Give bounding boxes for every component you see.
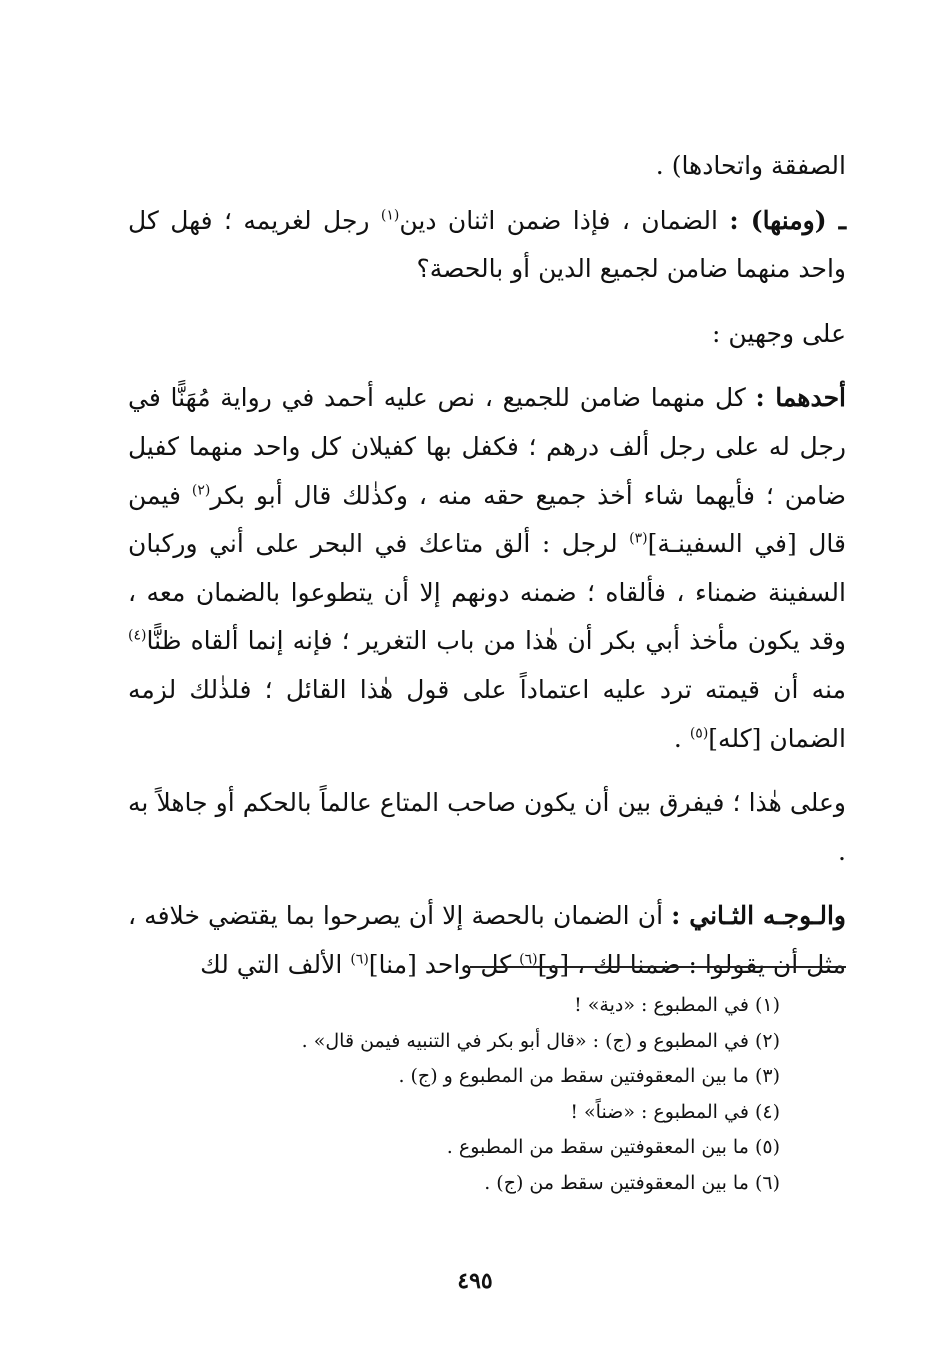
paragraph-4-text-c: لرجل : ألق متاعك في البحر على أني وركبان السفينة ضمناء ، فألقاه ؛ ضمنه دونهم إلا أن يتطوعوا بالضمان معه ، وقد يكون مأخذ أبي بكر أن هٰذا من باب التغرير ؛ فإنه إنما ألقاه ظنًّا (128, 529, 846, 656)
paragraph-3-text: على وجهين : (712, 318, 846, 348)
paragraph-2-text-b: رجل لغريمه ؛ فهل كل واحد منهما ضامن لجميع الدين أو بالحصة؟ (128, 205, 846, 284)
paragraph-6-text-a: أن الضمان بالحصة إلا أن يصرحوا بما يقتضي خلافه ، مثل أن يقولوا : ضمنا لك ، [و] (128, 901, 846, 979)
footnote-5: (٥) ما بين المعقوفتين سقط من المطبوع . (446, 1136, 780, 1158)
footnote-ref-5: (٥) (689, 725, 709, 742)
footnote-3: (٣) ما بين المعقوفتين سقط من المطبوع و (ج) . (398, 1065, 780, 1087)
footnote-divider (470, 966, 846, 968)
paragraph-1-text: الصفقة واتحادها) . (655, 151, 846, 180)
paragraph-4-text-a: كل منهما ضامن للجميع ، نص عليه أحمد في رواية مُهَنًّا في رجل له على رجل ألف درهم ؛ فكفل بها كفيلان كل واحد منهما كفيل ضامن ؛ فأيهما شاء أخذ جميع حقه منه ، وكذٰلك قال أبو بكر (128, 383, 846, 510)
footnote-ref-1: (١) (380, 207, 400, 224)
page-number: ٤٩٥ (457, 1268, 493, 1294)
footnote-4: (٤) في المطبوع : «ضناً» ! (570, 1100, 780, 1123)
footnote-1: (١) في المطبوع : «دية» ! (574, 994, 780, 1016)
paragraph-6 (128, 892, 846, 989)
footnote-ref-6a: (٦) (519, 951, 538, 968)
paragraph-4-text-e: . (673, 723, 690, 753)
footnote-ref-2: (٢) (191, 482, 211, 499)
paragraph-3 (128, 310, 846, 359)
paragraph-4 (128, 374, 846, 763)
paragraph-1 (128, 142, 846, 191)
paragraph-6-text-c: الألف التي لك (200, 949, 351, 979)
paragraph-6-lead: والـوجـه الثـاني : (671, 901, 846, 931)
paragraph-5 (128, 779, 846, 876)
paragraph-2 (128, 197, 846, 294)
main-text (128, 142, 846, 1006)
footnote-ref-3: (٣) (629, 530, 648, 547)
paragraph-2-lead: ـ (ومنها) : (729, 205, 847, 235)
footnote-ref-6b: (٦) (350, 951, 369, 968)
paragraph-4-lead: أحدهما : (755, 383, 846, 413)
paragraph-4-text-d: منه أن قيمته ترد عليه اعتماداً على قول هٰذا القائل ؛ فلذٰلك لزمه الضمان [كله] (128, 674, 846, 753)
paragraph-5-text: وعلى هٰذا ؛ فيفرق بين أن يكون صاحب المتاع عالماً بالحكم أو جاهلاً به . (128, 788, 846, 866)
footnote-6: (٦) ما بين المعقوفتين سقط من (ج) . (484, 1171, 780, 1194)
paragraph-2-text-a: الضمان ، فإذا ضمن اثنان دين (399, 205, 730, 235)
paragraph-6-text-b: كل واحد [منا] (368, 949, 520, 979)
footnote-2: (٢) في المطبوع و (ج) : «قال أبو بكر في التنبيه فيمن قال» . (301, 1029, 780, 1052)
footnotes (200, 988, 780, 1201)
paragraph-4-text-b: فيمن قال [في السفينـة] (128, 480, 846, 559)
footnote-ref-4: (٤) (128, 628, 147, 645)
